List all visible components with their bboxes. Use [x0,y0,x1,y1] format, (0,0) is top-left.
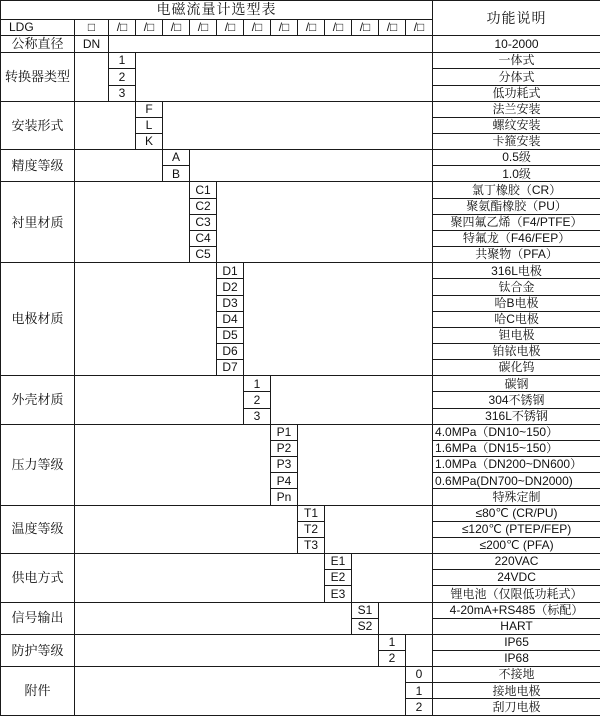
model-slot: /□ [406,19,433,35]
description-cell: 1.0级 [433,166,600,182]
spacer-cell [190,150,433,182]
description-cell: HART [433,618,600,634]
spacer-cell [75,53,109,101]
code-cell: D6 [217,344,244,360]
code-cell: E2 [325,570,352,586]
model-slot: /□ [379,19,406,35]
description-cell: 氯丁橡胶（CR） [433,182,600,198]
spacer-cell [75,554,325,602]
spacer-cell [75,424,271,505]
code-cell: S2 [352,618,379,634]
code-cell: Pn [271,489,298,505]
description-cell: 316L电极 [433,263,600,279]
category-label-accessories: 附件 [1,667,75,716]
category-label-installation-type: 安装形式 [1,101,75,149]
code-cell: K [136,133,163,149]
description-cell: 哈B电极 [433,295,600,311]
code-cell: 3 [244,408,271,424]
model-slot: /□ [163,19,190,35]
code-cell: D5 [217,327,244,343]
code-cell: T3 [298,537,325,553]
code-cell: 2 [244,392,271,408]
spacer-cell [75,150,163,182]
model-slot: /□ [325,19,352,35]
category-label-temperature-class: 温度等级 [1,505,75,553]
code-cell: 2 [379,650,406,666]
code-cell: C1 [190,182,217,198]
spacer-cell [75,182,190,263]
description-cell: 1.6MPa（DN15~150） [433,440,600,456]
description-cell: 铂铱电极 [433,344,600,360]
code-cell: F [136,101,163,117]
code-cell: D2 [217,279,244,295]
description-cell: 碳化钨 [433,360,600,376]
code-cell: 1 [406,683,433,699]
description-cell: 刮刀电极 [433,699,600,716]
code-cell: D4 [217,311,244,327]
description-cell: 1.0MPa（DN200~DN600） [433,457,600,473]
description-cell: 螺纹安装 [433,117,600,133]
model-slot: /□ [244,19,271,35]
code-cell: DN [75,35,109,52]
description-cell: 特殊定制 [433,489,600,505]
spacer-cell [406,634,433,666]
code-cell: E3 [325,586,352,602]
spacer-cell [75,101,136,149]
code-cell: 2 [406,699,433,716]
spacer-cell [75,634,379,666]
spacer-cell [75,667,406,716]
description-cell: ≤80℃ (CR/PU) [433,505,600,521]
code-cell: D7 [217,360,244,376]
description-cell: ≤200℃ (PFA) [433,537,600,553]
description-cell: 低功耗式 [433,85,600,101]
spacer-cell [298,424,433,505]
code-cell: C3 [190,214,217,230]
description-cell: 4-20mA+RS485（标配） [433,602,600,618]
code-cell: D1 [217,263,244,279]
function-header: 功能说明 [433,1,600,36]
category-label-accuracy-class: 精度等级 [1,150,75,182]
code-cell: 1 [109,53,136,69]
code-cell: D3 [217,295,244,311]
code-cell: E1 [325,554,352,570]
category-label-converter-type: 转换器类型 [1,53,75,101]
description-cell: 共聚物（PFA） [433,247,600,263]
spacer-cell [217,182,433,263]
code-cell: 3 [109,85,136,101]
spacer-cell [163,101,433,149]
code-cell: T1 [298,505,325,521]
code-cell: A [163,150,190,166]
model-slot: /□ [298,19,325,35]
description-cell: 碳钢 [433,376,600,392]
description-cell: 聚四氟乙烯（F4/PTFE） [433,214,600,230]
model-base-box: □ [75,19,109,35]
spacer-cell [325,505,433,553]
spacer-cell [352,554,433,602]
description-cell: 316L不锈钢 [433,408,600,424]
category-label-housing-material: 外壳材质 [1,376,75,424]
code-cell: P3 [271,457,298,473]
spacer-cell [136,53,433,101]
model-slot: /□ [271,19,298,35]
description-cell: 220VAC [433,554,600,570]
description-cell: 0.6MPa(DN700~DN2000) [433,473,600,489]
code-cell: 1 [244,376,271,392]
spacer-cell [271,376,433,424]
description-cell: 钽电极 [433,327,600,343]
description-cell: 钛合金 [433,279,600,295]
category-label-nominal-diameter: 公称直径 [1,35,75,52]
spacer-cell [75,505,298,553]
description-cell: IP68 [433,650,600,666]
description-cell: 分体式 [433,69,600,85]
code-cell: 2 [109,69,136,85]
description-cell: 哈C电极 [433,311,600,327]
model-slot: /□ [136,19,163,35]
code-cell: L [136,117,163,133]
code-cell: C5 [190,247,217,263]
description-cell: 一体式 [433,53,600,69]
spacer-cell [109,35,433,52]
description-cell: 不接地 [433,667,600,683]
code-cell: S1 [352,602,379,618]
category-label-protection-class: 防护等级 [1,634,75,666]
code-cell: T2 [298,521,325,537]
code-cell: P1 [271,424,298,440]
model-slot: /□ [217,19,244,35]
spacer-cell [379,602,433,634]
code-cell: 0 [406,667,433,683]
description-cell: 10-2000 [433,35,600,52]
description-cell: 聚氨酯橡胶（PU） [433,198,600,214]
spacer-cell [244,263,433,376]
category-label-lining-material: 衬里材质 [1,182,75,263]
code-cell: 1 [379,634,406,650]
description-cell: 0.5级 [433,150,600,166]
table-title: 电磁流量计选型表 [1,1,433,20]
model-slot: /□ [109,19,136,35]
code-cell: C2 [190,198,217,214]
model-prefix: LDG [1,19,75,35]
description-cell: 卡箍安装 [433,133,600,149]
category-label-pressure-class: 压力等级 [1,424,75,505]
description-cell: 锂电池（仅限低功耗式） [433,586,600,602]
description-cell: ≤120℃ (PTEP/FEP) [433,521,600,537]
category-label-signal-output: 信号输出 [1,602,75,634]
spacer-cell [75,263,217,376]
code-cell: P4 [271,473,298,489]
description-cell: 接地电极 [433,683,600,699]
description-cell: 4.0MPa（DN10~150） [433,424,600,440]
code-cell: P2 [271,440,298,456]
description-cell: 304不锈钢 [433,392,600,408]
description-cell: 特氟龙（F46/FEP） [433,230,600,246]
spacer-cell [75,376,244,424]
model-slot: /□ [352,19,379,35]
code-cell: B [163,166,190,182]
spacer-cell [75,602,352,634]
category-label-electrode-material: 电极材质 [1,263,75,376]
category-label-power-supply: 供电方式 [1,554,75,602]
description-cell: 24VDC [433,570,600,586]
description-cell: IP65 [433,634,600,650]
code-cell: C4 [190,230,217,246]
description-cell: 法兰安装 [433,101,600,117]
model-slot: /□ [190,19,217,35]
